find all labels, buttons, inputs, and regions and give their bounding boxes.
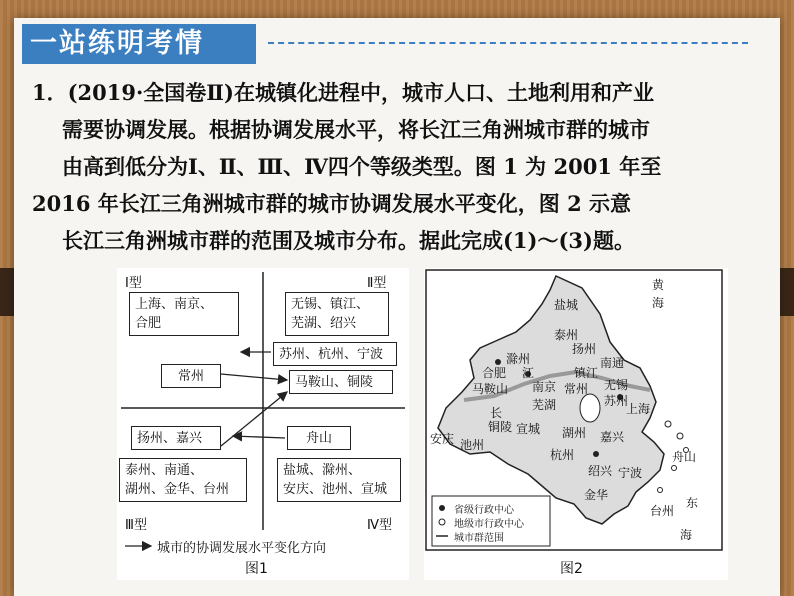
city-label: 无锡 bbox=[604, 378, 629, 392]
hangzhou-marker bbox=[593, 451, 599, 457]
question-line: 长江三角洲城市群的范围及城市分布。据此完成(1)～(3)题。 bbox=[62, 228, 635, 253]
city-label: 泰州 bbox=[554, 328, 579, 342]
arrow-changzhou bbox=[221, 374, 287, 380]
island bbox=[665, 421, 671, 427]
island bbox=[658, 488, 663, 493]
prefecture-center-symbol bbox=[439, 519, 445, 525]
city-label: 芜湖 bbox=[532, 398, 557, 412]
city-label: 宁波 bbox=[618, 466, 643, 480]
question-line: 2016 年长江三角洲城市群的城市协调发展水平变化，图 2 示意 bbox=[32, 191, 631, 216]
city-label: 上海 bbox=[626, 402, 651, 416]
city-label: 铜陵 bbox=[488, 420, 513, 434]
section-title: 一站练明考情 bbox=[22, 24, 256, 64]
city-label: 池州 bbox=[460, 438, 485, 452]
city-label: 马鞍山 bbox=[472, 382, 509, 396]
box-line: 芜湖、绍兴 bbox=[291, 316, 357, 331]
box-line: 湖州、金华、台州 bbox=[125, 482, 230, 497]
river-label: 江 bbox=[522, 366, 535, 380]
box-line: 合肥 bbox=[135, 316, 162, 331]
quadrant-i-label: Ⅰ型 bbox=[125, 276, 142, 291]
taihu-lake bbox=[580, 394, 600, 422]
box-line: 无锡、镇江、 bbox=[291, 297, 370, 312]
island bbox=[672, 466, 677, 471]
city-label: 扬州 bbox=[572, 342, 597, 356]
sea-label: 黄 bbox=[652, 278, 665, 292]
box-line: 泰州、南通、 bbox=[125, 463, 204, 478]
city-label: 滁州 bbox=[506, 352, 531, 366]
quadrant-iv-label: Ⅳ型 bbox=[367, 518, 392, 533]
city-label: 南京 bbox=[532, 380, 557, 394]
figure-1 bbox=[117, 268, 409, 580]
quadrant-ii-label: Ⅱ型 bbox=[367, 276, 387, 291]
city-label: 合肥 bbox=[482, 366, 507, 380]
legend-text: 城市的协调发展水平变化方向 bbox=[157, 541, 327, 556]
city-label: 湖州 bbox=[562, 426, 587, 440]
city-label: 金华 bbox=[584, 488, 609, 502]
sea-label: 东 bbox=[686, 496, 699, 510]
city-label: 嘉兴 bbox=[600, 430, 625, 444]
legend-prefecture: 地级市行政中心 bbox=[454, 519, 524, 530]
type-i-cities-box bbox=[129, 292, 239, 336]
river-label: 长 bbox=[490, 406, 503, 420]
suhangning-box: 苏州、杭州、宁波 bbox=[273, 342, 397, 366]
city-label: 南通 bbox=[600, 356, 625, 370]
changzhou-box: 常州 bbox=[161, 364, 221, 388]
legend-provincial: 省级行政中心 bbox=[454, 505, 514, 516]
city-label: 盐城 bbox=[554, 298, 579, 312]
legend-boundary: 城市群范围 bbox=[454, 533, 504, 544]
type-iv-cities-box bbox=[277, 458, 401, 502]
provincial-center-symbol bbox=[439, 505, 445, 511]
figure-1-caption: 图1 bbox=[245, 561, 268, 577]
type-ii-cities-box bbox=[285, 292, 389, 336]
city-label: 绍兴 bbox=[588, 464, 613, 478]
question-line: 需要协调发展。根据协调发展水平，将长江三角洲城市群的城市 bbox=[62, 117, 650, 142]
city-label: 镇江 bbox=[574, 366, 599, 380]
city-label: 宣城 bbox=[516, 422, 541, 436]
city-label: 杭州 bbox=[550, 448, 575, 462]
figure-2 bbox=[424, 268, 728, 580]
box-line: 盐城、滁州、 bbox=[283, 463, 362, 478]
island bbox=[677, 433, 683, 439]
maanshan-tongling-box: 马鞍山、铜陵 bbox=[289, 370, 393, 394]
city-label: 常州 bbox=[564, 382, 589, 396]
question-line: 1．(2019·全国卷Ⅱ)在城镇化进程中，城市人口、土地利用和产业 bbox=[32, 80, 654, 105]
city-label: 舟山 bbox=[672, 450, 697, 464]
quadrant-iii-label: Ⅲ型 bbox=[125, 518, 147, 533]
sea-label: 海 bbox=[652, 296, 665, 310]
figure-2-caption: 图2 bbox=[560, 561, 583, 577]
type-iii-cities-box bbox=[119, 458, 247, 502]
yangzhou-jiaxing-box: 扬州、嘉兴 bbox=[131, 426, 221, 450]
city-label: 安庆 bbox=[430, 432, 455, 446]
city-label: 台州 bbox=[650, 504, 675, 518]
question-text bbox=[32, 74, 772, 259]
dashed-divider bbox=[268, 42, 748, 44]
city-label: 苏州 bbox=[604, 394, 629, 408]
question-line: 由高到低分为Ⅰ、Ⅱ、Ⅲ、Ⅳ四个等级类型。图 1 为 2001 年至 bbox=[62, 154, 662, 179]
arrow-zhoushan bbox=[233, 436, 285, 438]
sea-label: 海 bbox=[680, 528, 693, 542]
box-line: 上海、南京、 bbox=[135, 297, 214, 312]
zhoushan-box: 舟山 bbox=[287, 426, 351, 450]
box-line: 安庆、池州、宣城 bbox=[283, 482, 388, 497]
